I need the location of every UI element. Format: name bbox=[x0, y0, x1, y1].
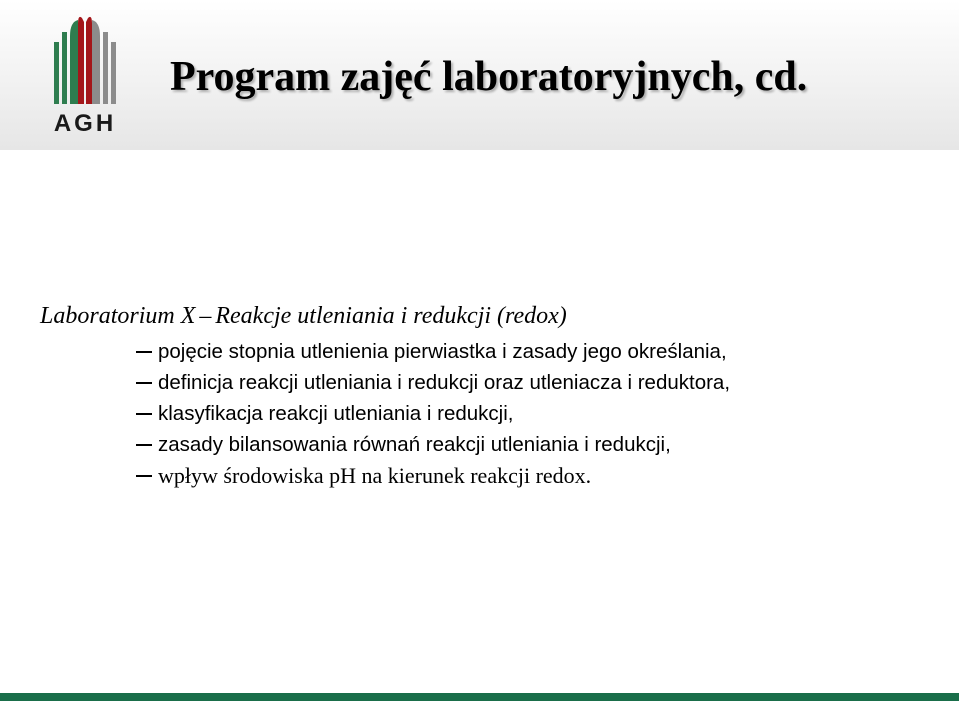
topic-item: zasady bilansowania równań reakcji utleniania i redukcji, bbox=[40, 429, 940, 460]
section-heading bbox=[40, 300, 940, 332]
agh-logo bbox=[44, 14, 126, 136]
footer-bar bbox=[0, 693, 959, 701]
topic-item: pojęcie stopnia utlenienia pierwiastka i zasady jego określania, bbox=[40, 336, 940, 367]
agh-logo-icon bbox=[44, 14, 126, 110]
heading-dash: – bbox=[199, 303, 212, 329]
slide-title: Program zajęć laboratoryjnych, cd. bbox=[170, 54, 808, 100]
topic-item: wpływ środowiska pH na kierunek reakcji redox. bbox=[40, 460, 940, 491]
lab-subtitle: Reakcje utleniania i redukcji (redox) bbox=[215, 303, 567, 329]
lab-label: Laboratorium X bbox=[40, 303, 196, 329]
topic-item: klasyfikacja reakcji utleniania i redukcji, bbox=[40, 398, 940, 429]
slide-header bbox=[0, 0, 959, 150]
topic-item: definicja reakcji utleniania i redukcji oraz utleniacza i reduktora, bbox=[40, 367, 940, 398]
topic-list bbox=[40, 336, 940, 491]
slide-content bbox=[40, 300, 940, 491]
logo-text: AGH bbox=[53, 110, 117, 137]
